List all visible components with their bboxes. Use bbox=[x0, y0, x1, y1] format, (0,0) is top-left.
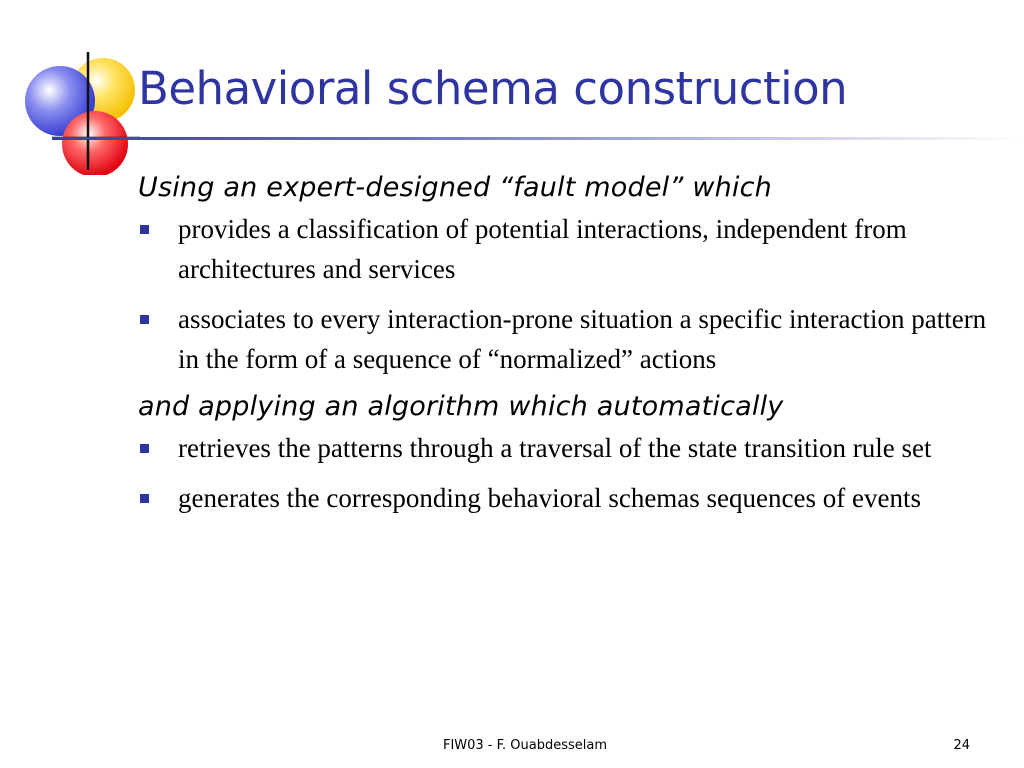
bullet-item bbox=[138, 209, 1008, 289]
bullet-item bbox=[138, 428, 1008, 468]
bullet-text: generates the corresponding behavioral schemas sequences of events bbox=[178, 483, 921, 513]
red-circle bbox=[62, 111, 128, 175]
bullet-text: associates to every interaction-prone situation a specific interaction pattern in the form of a sequence of “normalized” actions bbox=[178, 304, 987, 374]
fault-model-bullets bbox=[138, 209, 1008, 379]
square-bullet-icon bbox=[140, 494, 149, 503]
bullet-text: provides a classification of potential interactions, independent from architectures and services bbox=[178, 214, 907, 284]
square-bullet-icon bbox=[140, 315, 149, 324]
algorithm-bullets bbox=[138, 428, 1008, 518]
page-number: 24 bbox=[953, 738, 970, 753]
bullet-item bbox=[138, 299, 1008, 379]
intro-line-algorithm: and applying an algorithm which automatically bbox=[138, 391, 784, 422]
title-underline bbox=[52, 137, 1024, 140]
bullet-item bbox=[138, 478, 1008, 518]
intro-line-fault-model: Using an expert-designed “fault model” which bbox=[138, 172, 772, 203]
slide-title: Behavioral schema construction bbox=[138, 62, 848, 115]
bullet-text: retrieves the patterns through a traversal of the state transition rule set bbox=[178, 433, 932, 463]
footer-text: FIW03 - F. Ouabdesselam bbox=[442, 738, 608, 753]
square-bullet-icon bbox=[140, 225, 149, 234]
overlapping-circles-logo-icon bbox=[0, 0, 140, 175]
square-bullet-icon bbox=[140, 444, 149, 453]
slide-body bbox=[138, 172, 1008, 528]
